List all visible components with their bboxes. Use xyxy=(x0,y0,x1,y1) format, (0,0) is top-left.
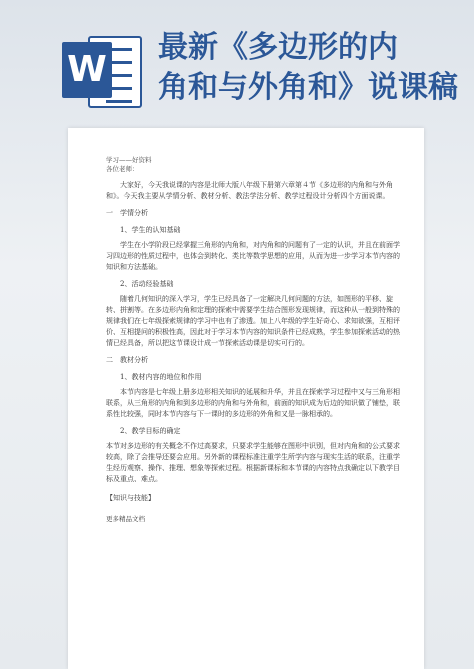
subsection-heading-2-2: 2、教学目标的确定 xyxy=(120,427,181,435)
paragraph-1: 学生在小学阶段已经掌握三角形的内角和，对内角和的问题有了一定的认识，并且在前面学习四边形的性质过程中，也体会到转化、类比等数学思想的应用，从而为进一步学习本节内容的知识和方法基础。 xyxy=(106,241,400,271)
footer-more-docs: 更多精品文档 xyxy=(106,515,145,523)
page-title xyxy=(158,28,468,108)
paragraph-3: 本节内容是七年级上册多边形相关知识的延展和升华，并且在探索学习过程中又与三角形相联系，从三角形的内角和到多边形的内角和与外角和，前面的知识成为后边的知识做了铺垫，联系性比较强，同时本节内容与下一课时的多边形的外角和又是一脉相承的。 xyxy=(106,388,400,418)
knowledge-skills-heading: 【知识与技能】 xyxy=(106,494,155,502)
doc-meta: 学习——好资料 xyxy=(106,156,152,164)
word-badge: W xyxy=(62,42,112,98)
section-heading-2: 二 教材分析 xyxy=(106,356,148,364)
subsection-heading-1-1: 1、学生的认知基础 xyxy=(120,226,181,234)
intro-paragraph: 大家好，今天我说课的内容是北师大版八年级下册第六章第４节《多边形的内角和与外角和》。今天我主要从学情分析、教材分析、教法学法分析、教学过程设计分析四个方面说课。 xyxy=(106,181,393,200)
doc-greeting: 各位老师： xyxy=(106,165,139,173)
paragraph-2: 随着几何知识的深入学习，学生已经具备了一定解决几何问题的方法，如图形的平移、旋转、拼割等。在多边形内角和定理的探索中需要学生结合图形发现规律，而这种从一般到特殊的规律我们在七年级探索规律的学习中也有了渗透。加上八年级的学生好奇心、求知欲强，互相评价、互相提问的积极性高，因此对于学习本节内容的知识条件已经成熟，学生参加探索活动的热情已经具备，所以把这节课设计成一节探索活动课是切实可行的。 xyxy=(106,295,400,347)
word-document-icon xyxy=(62,32,140,108)
title-line-2: 角和与外角和》说课稿 xyxy=(158,70,458,105)
section-heading-1: 一 学情分析 xyxy=(106,209,148,217)
document-page xyxy=(68,128,424,669)
subsection-heading-1-2: 2、活动经验基础 xyxy=(120,280,174,288)
document-content xyxy=(106,156,404,525)
subsection-heading-2-1: 1、教材内容的地位和作用 xyxy=(120,373,202,381)
title-line-1: 最新《多边形的内 xyxy=(158,30,398,65)
paragraph-4: 本节对多边形的有关概念不作过高要求，只要求学生能够在图形中识别，但对内角和的公式要求较高，除了会推导还要会应用。另外新的课程标准注重学生所学内容与现实生活的联系，注重学生经历观察、操作、推理、想象等探索过程。根据新课标和本节课的内容特点我确定以下教学目标及重点、难点。 xyxy=(106,442,400,483)
